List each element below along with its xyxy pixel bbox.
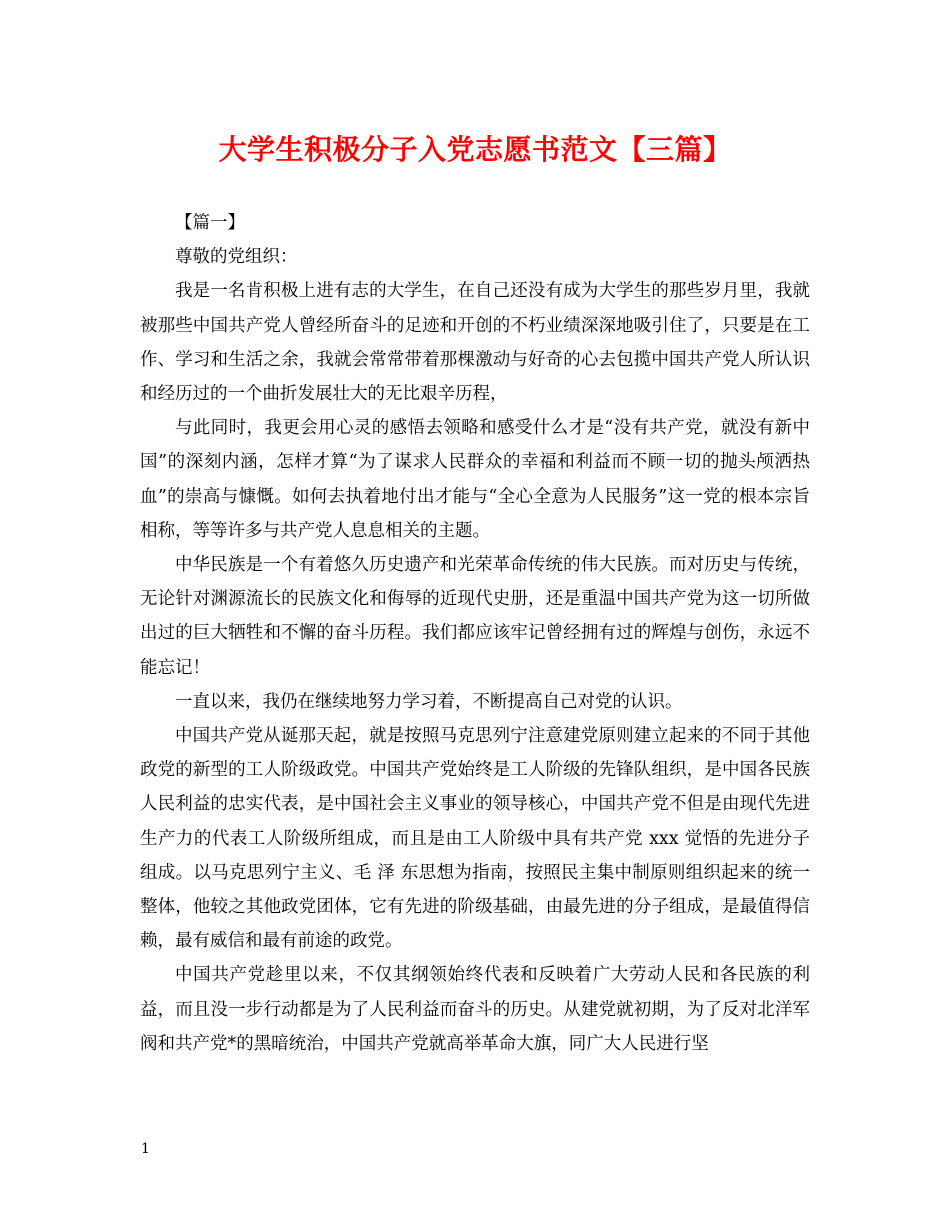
salutation: 尊敬的党组织： (175, 247, 298, 268)
body-paragraph-3: 中华民族是一个有着悠久历史遗产和光荣革命传统的伟大民族。而对历史与传统，无论针对渊源流长的民族文化和侮辱的近现代史册，还是重温中国共产党为这一切所做出过的巨大牺牲和不懈的奋斗历程。我们都应该牢记曾经拥有过的辉煌与创伤，永远不能忘记！ (140, 555, 810, 678)
body-paragraph-6: 中国共产党趁里以来，不仅其纲领始终代表和反映着广大劳动人民和各民族的利益，而且没一步行动都是为了人民利益而奋斗的历史。从建党就初期，为了反对北洋军阀和共产党*的黑暗统治，中国共产党就高举革命大旗，同广大人民进行坚 (140, 965, 810, 1054)
body-paragraph-2: 与此同时，我更会用心灵的感悟去领略和感受什么才是“没有共产党，就没有新中国”的深刻内涵，怎样才算“为了谋求人民群众的幸福和利益而不顾一切的抛头颅洒热血”的崇高与慷慨。如何去执着地付出才能与“全心全意为人民服务”这一党的根本宗旨相称，等等许多与共产党人息息相关的主题。 (140, 418, 810, 541)
document-body (140, 206, 810, 1061)
body-paragraph-5: 中国共产党从诞那天起，就是按照马克思列宁注意建党原则建立起来的不同于其他政党的新型的工人阶级政党。中国共产党始终是工人阶级的先锋队组织，是中国各民族人民利益的忠实代表，是中国社会主义事业的领导核心，中国共产党不但是由现代先进生产力的代表工人阶级所组成，而且是由工人阶级中具有共产党 xxx 觉悟的先进分子组成。以马克思列宁主义、毛 泽 东思想为指南，按照民主集中制原则组织起来的统一整体，他较之其他政党团体，它有先进的阶级基础，由最先进的分子组成，是最值得信赖，最有威信和最有前途的政党。 (140, 726, 810, 952)
page-number: 1 (141, 1141, 150, 1157)
section-label: 【篇一】 (175, 213, 245, 233)
body-paragraph-4: 一直以来，我仍在继续地努力学习着，不断提高自己对党的认识。 (175, 691, 683, 712)
body-paragraph-1: 我是一名肯积极上进有志的大学生，在自己还没有成为大学生的那些岁月里，我就被那些中国共产党人曾经所奋斗的足迹和开创的不朽业绩深深地吸引住了，只要是在工作、学习和生活之余，我就会常常带着那棵激动与好奇的心去包揽中国共产党人所认识和经历过的一个曲折发展壮大的无比艰辛历程， (140, 281, 810, 405)
document-title: 大学生积极分子入党志愿书范文【三篇】 (218, 133, 732, 166)
